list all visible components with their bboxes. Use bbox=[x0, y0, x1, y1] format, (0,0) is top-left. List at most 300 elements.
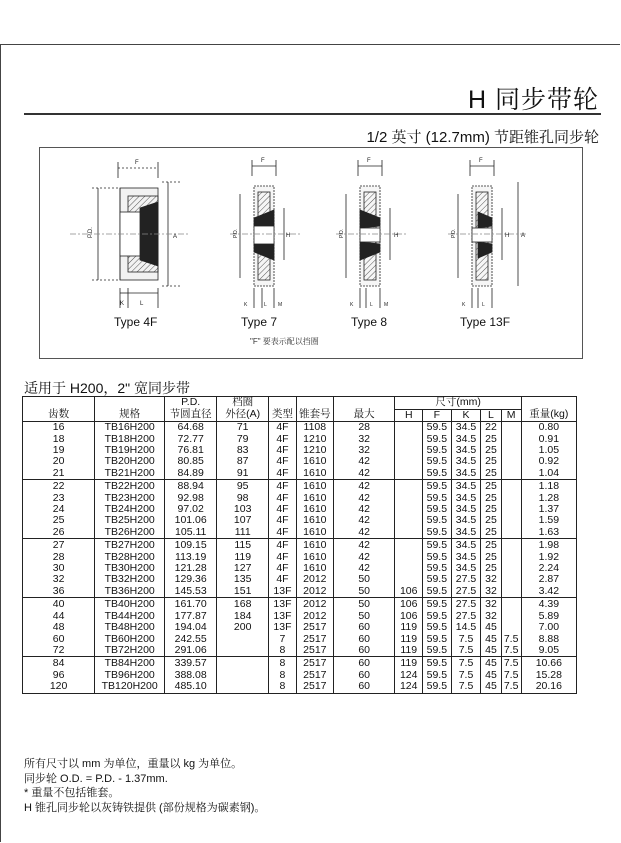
th-flange-top: 档圈 bbox=[217, 397, 269, 410]
cell-max: 50 bbox=[333, 598, 395, 611]
cell-teeth: 60 bbox=[23, 634, 95, 645]
type-13f-a-label: A bbox=[521, 233, 526, 239]
cell-f: 59.5 bbox=[423, 681, 452, 693]
cell-f: 59.5 bbox=[423, 670, 452, 681]
cell-teeth: 30 bbox=[23, 563, 95, 574]
type-8-k-label: K bbox=[350, 302, 354, 308]
cell-k: 34.5 bbox=[451, 434, 481, 445]
cell-type: 13F bbox=[269, 611, 297, 622]
cell-f: 59.5 bbox=[423, 586, 452, 598]
cell-l: 45 bbox=[481, 681, 501, 693]
cell-pd: 388.08 bbox=[165, 670, 217, 681]
cell-weight: 3.42 bbox=[521, 586, 576, 598]
cell-m: 7.5 bbox=[501, 681, 521, 693]
cell-flange bbox=[217, 681, 269, 693]
cell-flange: 79 bbox=[217, 434, 269, 445]
cell-m bbox=[501, 468, 521, 480]
cell-h bbox=[395, 527, 423, 539]
note-units: 所有尺寸以 mm 为单位，重量以 kg 为单位。 bbox=[24, 758, 243, 770]
cell-m: 7.5 bbox=[501, 634, 521, 645]
cell-flange: 71 bbox=[217, 422, 269, 434]
cell-k: 27.5 bbox=[451, 611, 481, 622]
cell-spec: TB96H200 bbox=[95, 670, 165, 681]
cell-teeth: 19 bbox=[23, 445, 95, 456]
cell-bush: 1610 bbox=[296, 527, 333, 539]
cell-h bbox=[395, 468, 423, 480]
cell-l: 45 bbox=[481, 670, 501, 681]
cell-k: 7.5 bbox=[451, 645, 481, 657]
cell-bush: 2517 bbox=[296, 681, 333, 693]
cell-pd: 121.28 bbox=[165, 563, 217, 574]
cell-weight: 1.28 bbox=[521, 493, 576, 504]
cell-weight: 1.59 bbox=[521, 515, 576, 526]
th-bush: 锥套号 bbox=[296, 409, 333, 422]
cell-m bbox=[501, 515, 521, 526]
cell-pd: 194.04 bbox=[165, 622, 217, 633]
cell-k: 34.5 bbox=[451, 527, 481, 539]
th-max: 最大 bbox=[333, 409, 395, 422]
cell-f: 59.5 bbox=[423, 622, 452, 633]
type-4f-pd-label: P.D. bbox=[88, 227, 94, 238]
cell-h: 119 bbox=[395, 645, 423, 657]
type-7-label: Type 7 bbox=[241, 315, 278, 329]
cell-k: 34.5 bbox=[451, 456, 481, 467]
type-13f-f-label: F bbox=[479, 158, 483, 164]
cell-l: 32 bbox=[481, 574, 501, 585]
section-title: 适用于 H200，2" 宽同步带 bbox=[24, 380, 191, 396]
cell-flange: 115 bbox=[217, 539, 269, 552]
cell-spec: TB40H200 bbox=[95, 598, 165, 611]
type-4f-label: Type 4F bbox=[114, 315, 158, 329]
cell-weight: 7.00 bbox=[521, 622, 576, 633]
cell-spec: TB19H200 bbox=[95, 445, 165, 456]
page-subtitle: 1/2 英寸 (12.7mm) 节距锥孔同步轮 bbox=[366, 129, 599, 146]
cell-m bbox=[501, 504, 521, 515]
cell-flange bbox=[217, 657, 269, 670]
cell-type: 4F bbox=[269, 552, 297, 563]
cell-m bbox=[501, 456, 521, 467]
cell-spec: TB84H200 bbox=[95, 657, 165, 670]
cell-type: 7 bbox=[269, 634, 297, 645]
cell-l: 25 bbox=[481, 552, 501, 563]
cell-m bbox=[501, 563, 521, 574]
cell-max: 32 bbox=[333, 434, 395, 445]
type-13f-l-label: L bbox=[482, 302, 485, 308]
cell-l: 25 bbox=[481, 445, 501, 456]
cell-f: 59.5 bbox=[423, 434, 452, 445]
cell-l: 25 bbox=[481, 434, 501, 445]
type-8-l-label: L bbox=[370, 302, 373, 308]
cell-type: 4F bbox=[269, 468, 297, 480]
type-7-k-label: K bbox=[244, 302, 248, 308]
cell-spec: TB20H200 bbox=[95, 456, 165, 467]
cell-teeth: 25 bbox=[23, 515, 95, 526]
th-teeth: 齿数 bbox=[23, 409, 95, 422]
cell-f: 59.5 bbox=[423, 645, 452, 657]
cell-h bbox=[395, 515, 423, 526]
cell-bush: 2517 bbox=[296, 645, 333, 657]
cell-flange: 98 bbox=[217, 493, 269, 504]
cell-type: 4F bbox=[269, 445, 297, 456]
cell-bush: 2012 bbox=[296, 611, 333, 622]
cell-m: 7.5 bbox=[501, 657, 521, 670]
cell-m: 7.5 bbox=[501, 670, 521, 681]
cell-type: 4F bbox=[269, 574, 297, 585]
cell-teeth: 96 bbox=[23, 670, 95, 681]
type-8-m-label: M bbox=[384, 302, 389, 308]
cell-flange: 200 bbox=[217, 622, 269, 633]
cell-l: 45 bbox=[481, 622, 501, 633]
cell-max: 42 bbox=[333, 493, 395, 504]
type-8-f-label: F bbox=[367, 158, 371, 164]
cell-weight: 15.28 bbox=[521, 670, 576, 681]
cell-k: 34.5 bbox=[451, 422, 481, 434]
cell-type: 4F bbox=[269, 456, 297, 467]
cell-f: 59.5 bbox=[423, 445, 452, 456]
cell-weight: 1.18 bbox=[521, 480, 576, 493]
cell-flange bbox=[217, 670, 269, 681]
type-13f-pd-label: P.D. bbox=[451, 228, 457, 238]
cell-h bbox=[395, 445, 423, 456]
cell-type: 4F bbox=[269, 515, 297, 526]
cell-max: 60 bbox=[333, 670, 395, 681]
cell-weight: 2.24 bbox=[521, 563, 576, 574]
cell-l: 25 bbox=[481, 468, 501, 480]
cell-bush: 2517 bbox=[296, 634, 333, 645]
cell-m bbox=[501, 552, 521, 563]
cell-pd: 92.98 bbox=[165, 493, 217, 504]
cell-bush: 1108 bbox=[296, 422, 333, 434]
cell-pd: 485.10 bbox=[165, 681, 217, 693]
cell-flange: 83 bbox=[217, 445, 269, 456]
cell-spec: TB24H200 bbox=[95, 504, 165, 515]
cell-pd: 105.11 bbox=[165, 527, 217, 539]
cell-k: 34.5 bbox=[451, 563, 481, 574]
cell-teeth: 120 bbox=[23, 681, 95, 693]
cell-max: 42 bbox=[333, 480, 395, 493]
cell-teeth: 21 bbox=[23, 468, 95, 480]
cell-m bbox=[501, 480, 521, 493]
cell-f: 59.5 bbox=[423, 480, 452, 493]
cell-weight: 1.04 bbox=[521, 468, 576, 480]
th-pd-top: P.D. bbox=[165, 397, 217, 410]
cell-flange: 107 bbox=[217, 515, 269, 526]
cell-max: 60 bbox=[333, 634, 395, 645]
type-7-h-label: H bbox=[286, 233, 291, 239]
cell-flange: 168 bbox=[217, 598, 269, 611]
cell-l: 22 bbox=[481, 422, 501, 434]
type-8-pd-label: P.D. bbox=[339, 228, 345, 238]
cell-pd: 113.19 bbox=[165, 552, 217, 563]
cell-teeth: 18 bbox=[23, 434, 95, 445]
cell-f: 59.5 bbox=[423, 422, 452, 434]
cell-pd: 76.81 bbox=[165, 445, 217, 456]
cell-l: 32 bbox=[481, 611, 501, 622]
spec-table-body bbox=[23, 422, 577, 693]
cell-h: 124 bbox=[395, 670, 423, 681]
note-material: H 锥孔同步轮以灰铸铁提供 (部份规格为碳素钢)。 bbox=[24, 801, 266, 814]
cell-l: 45 bbox=[481, 645, 501, 657]
cell-flange: 135 bbox=[217, 574, 269, 585]
th-f: F bbox=[423, 409, 452, 422]
cell-f: 59.5 bbox=[423, 493, 452, 504]
cell-k: 34.5 bbox=[451, 468, 481, 480]
cell-flange: 103 bbox=[217, 504, 269, 515]
cell-spec: TB22H200 bbox=[95, 480, 165, 493]
th-flange: 外径(A) bbox=[217, 409, 269, 422]
cell-teeth: 84 bbox=[23, 657, 95, 670]
cell-bush: 1610 bbox=[296, 563, 333, 574]
cell-pd: 72.77 bbox=[165, 434, 217, 445]
type-4f-k-label: K bbox=[120, 301, 125, 307]
cell-teeth: 23 bbox=[23, 493, 95, 504]
cell-max: 42 bbox=[333, 539, 395, 552]
cell-k: 34.5 bbox=[451, 515, 481, 526]
cell-max: 42 bbox=[333, 552, 395, 563]
cell-spec: TB48H200 bbox=[95, 622, 165, 633]
table-row bbox=[23, 586, 577, 598]
flange-note: "F" 要表示配以挡圈 bbox=[250, 337, 319, 346]
cell-teeth: 24 bbox=[23, 504, 95, 515]
type-7-pd-label: P.D. bbox=[233, 228, 239, 238]
cell-max: 60 bbox=[333, 657, 395, 670]
cell-pd: 129.36 bbox=[165, 574, 217, 585]
cell-flange: 111 bbox=[217, 527, 269, 539]
cell-spec: TB60H200 bbox=[95, 634, 165, 645]
cell-spec: TB44H200 bbox=[95, 611, 165, 622]
cell-pd: 242.55 bbox=[165, 634, 217, 645]
cell-max: 50 bbox=[333, 611, 395, 622]
cell-max: 42 bbox=[333, 504, 395, 515]
cell-bush: 1610 bbox=[296, 504, 333, 515]
cell-h bbox=[395, 434, 423, 445]
cell-weight: 0.92 bbox=[521, 456, 576, 467]
cell-l: 25 bbox=[481, 504, 501, 515]
cell-teeth: 27 bbox=[23, 539, 95, 552]
cell-teeth: 26 bbox=[23, 527, 95, 539]
cell-h: 119 bbox=[395, 634, 423, 645]
cell-max: 42 bbox=[333, 468, 395, 480]
cell-teeth: 72 bbox=[23, 645, 95, 657]
cell-l: 25 bbox=[481, 563, 501, 574]
cell-type: 4F bbox=[269, 539, 297, 552]
cell-spec: TB72H200 bbox=[95, 645, 165, 657]
cell-pd: 177.87 bbox=[165, 611, 217, 622]
cell-f: 59.5 bbox=[423, 468, 452, 480]
cell-flange: 151 bbox=[217, 586, 269, 598]
cell-f: 59.5 bbox=[423, 456, 452, 467]
cell-max: 50 bbox=[333, 574, 395, 585]
cell-spec: TB27H200 bbox=[95, 539, 165, 552]
cell-type: 4F bbox=[269, 504, 297, 515]
cell-m bbox=[501, 434, 521, 445]
cell-bush: 1210 bbox=[296, 434, 333, 445]
cell-flange: 127 bbox=[217, 563, 269, 574]
cell-weight: 2.87 bbox=[521, 574, 576, 585]
cell-bush: 2517 bbox=[296, 657, 333, 670]
cell-type: 8 bbox=[269, 681, 297, 693]
cell-pd: 84.89 bbox=[165, 468, 217, 480]
cell-m bbox=[501, 445, 521, 456]
cell-m bbox=[501, 586, 521, 598]
cell-h: 119 bbox=[395, 622, 423, 633]
type-4f-l-label: L bbox=[140, 301, 144, 307]
cell-pd: 339.57 bbox=[165, 657, 217, 670]
type-7-m-label: M bbox=[278, 302, 283, 308]
cell-f: 59.5 bbox=[423, 552, 452, 563]
cell-k: 27.5 bbox=[451, 574, 481, 585]
cell-weight: 4.39 bbox=[521, 598, 576, 611]
cell-max: 60 bbox=[333, 622, 395, 633]
cell-m bbox=[501, 422, 521, 434]
cell-k: 7.5 bbox=[451, 657, 481, 670]
cell-max: 60 bbox=[333, 645, 395, 657]
cell-flange bbox=[217, 634, 269, 645]
cell-spec: TB120H200 bbox=[95, 681, 165, 693]
cell-flange: 95 bbox=[217, 480, 269, 493]
th-type: 类型 bbox=[269, 409, 297, 422]
cell-max: 28 bbox=[333, 422, 395, 434]
cell-f: 59.5 bbox=[423, 515, 452, 526]
cell-type: 4F bbox=[269, 563, 297, 574]
cell-weight: 9.05 bbox=[521, 645, 576, 657]
cell-bush: 2517 bbox=[296, 670, 333, 681]
type-13f-h-label: H bbox=[505, 233, 510, 239]
cell-h: 124 bbox=[395, 681, 423, 693]
cell-weight: 8.88 bbox=[521, 634, 576, 645]
cell-bush: 1610 bbox=[296, 456, 333, 467]
cell-pd: 101.06 bbox=[165, 515, 217, 526]
cell-l: 25 bbox=[481, 493, 501, 504]
cell-spec: TB36H200 bbox=[95, 586, 165, 598]
type-13f-drawing bbox=[448, 160, 528, 308]
cell-weight: 0.80 bbox=[521, 422, 576, 434]
cell-k: 34.5 bbox=[451, 504, 481, 515]
cell-spec: TB25H200 bbox=[95, 515, 165, 526]
cell-f: 59.5 bbox=[423, 563, 452, 574]
cell-k: 27.5 bbox=[451, 598, 481, 611]
type-7-l-label: L bbox=[264, 302, 267, 308]
cell-h: 106 bbox=[395, 611, 423, 622]
cell-m bbox=[501, 574, 521, 585]
th-weight: 重量(kg) bbox=[521, 409, 576, 422]
table-row bbox=[23, 598, 577, 611]
cell-h bbox=[395, 480, 423, 493]
cell-type: 13F bbox=[269, 622, 297, 633]
cell-teeth: 28 bbox=[23, 552, 95, 563]
cell-bush: 1610 bbox=[296, 493, 333, 504]
cell-k: 7.5 bbox=[451, 634, 481, 645]
th-m: M bbox=[501, 409, 521, 422]
cell-h: 106 bbox=[395, 598, 423, 611]
cell-l: 32 bbox=[481, 598, 501, 611]
table-row bbox=[23, 480, 577, 493]
cell-f: 59.5 bbox=[423, 657, 452, 670]
cell-k: 34.5 bbox=[451, 445, 481, 456]
cell-spec: TB18H200 bbox=[95, 434, 165, 445]
cell-spec: TB32H200 bbox=[95, 574, 165, 585]
cell-pd: 88.94 bbox=[165, 480, 217, 493]
cell-weight: 1.37 bbox=[521, 504, 576, 515]
cell-l: 32 bbox=[481, 586, 501, 598]
cell-flange: 184 bbox=[217, 611, 269, 622]
cell-type: 4F bbox=[269, 434, 297, 445]
cell-type: 8 bbox=[269, 645, 297, 657]
table-row bbox=[23, 422, 577, 434]
cell-type: 4F bbox=[269, 527, 297, 539]
cell-flange: 119 bbox=[217, 552, 269, 563]
type-8-label: Type 8 bbox=[351, 315, 388, 329]
cell-l: 25 bbox=[481, 456, 501, 467]
cell-bush: 2012 bbox=[296, 586, 333, 598]
cell-h bbox=[395, 456, 423, 467]
type-8-h-label: H bbox=[394, 233, 399, 239]
cell-f: 59.5 bbox=[423, 539, 452, 552]
cell-l: 25 bbox=[481, 539, 501, 552]
th-l: L bbox=[481, 409, 501, 422]
cell-m bbox=[501, 527, 521, 539]
cell-teeth: 48 bbox=[23, 622, 95, 633]
th-pd: 节圆直径 bbox=[165, 409, 217, 422]
cell-m bbox=[501, 493, 521, 504]
cell-spec: TB23H200 bbox=[95, 493, 165, 504]
cell-m: 7.5 bbox=[501, 645, 521, 657]
cell-weight: 5.89 bbox=[521, 611, 576, 622]
cell-f: 59.5 bbox=[423, 504, 452, 515]
cell-bush: 2012 bbox=[296, 598, 333, 611]
cell-f: 59.5 bbox=[423, 527, 452, 539]
cell-weight: 20.16 bbox=[521, 681, 576, 693]
cell-l: 25 bbox=[481, 480, 501, 493]
cell-spec: TB26H200 bbox=[95, 527, 165, 539]
cell-l: 45 bbox=[481, 657, 501, 670]
cell-type: 13F bbox=[269, 598, 297, 611]
cell-teeth: 16 bbox=[23, 422, 95, 434]
cell-weight: 10.66 bbox=[521, 657, 576, 670]
note-od-formula: 同步轮 O.D. = P.D. - 1.37mm. bbox=[24, 772, 168, 785]
cell-bush: 1610 bbox=[296, 468, 333, 480]
cell-f: 59.5 bbox=[423, 574, 452, 585]
cell-k: 7.5 bbox=[451, 681, 481, 693]
cell-teeth: 36 bbox=[23, 586, 95, 598]
cell-bush: 2517 bbox=[296, 622, 333, 633]
cell-h bbox=[395, 493, 423, 504]
cell-pd: 109.15 bbox=[165, 539, 217, 552]
cell-h bbox=[395, 539, 423, 552]
cell-m bbox=[501, 539, 521, 552]
cell-f: 59.5 bbox=[423, 598, 452, 611]
cell-l: 45 bbox=[481, 634, 501, 645]
cell-m bbox=[501, 611, 521, 622]
cell-bush: 1610 bbox=[296, 539, 333, 552]
cell-spec: TB30H200 bbox=[95, 563, 165, 574]
cell-f: 59.5 bbox=[423, 634, 452, 645]
cell-k: 34.5 bbox=[451, 539, 481, 552]
cell-max: 42 bbox=[333, 527, 395, 539]
cell-k: 7.5 bbox=[451, 670, 481, 681]
cell-type: 4F bbox=[269, 493, 297, 504]
type-4f-f-label: F bbox=[135, 160, 139, 166]
cell-h bbox=[395, 422, 423, 434]
cell-weight: 0.91 bbox=[521, 434, 576, 445]
cell-pd: 64.68 bbox=[165, 422, 217, 434]
cell-h bbox=[395, 504, 423, 515]
cell-max: 60 bbox=[333, 681, 395, 693]
cell-h bbox=[395, 552, 423, 563]
cell-l: 25 bbox=[481, 527, 501, 539]
cell-l: 25 bbox=[481, 515, 501, 526]
cell-flange: 87 bbox=[217, 456, 269, 467]
